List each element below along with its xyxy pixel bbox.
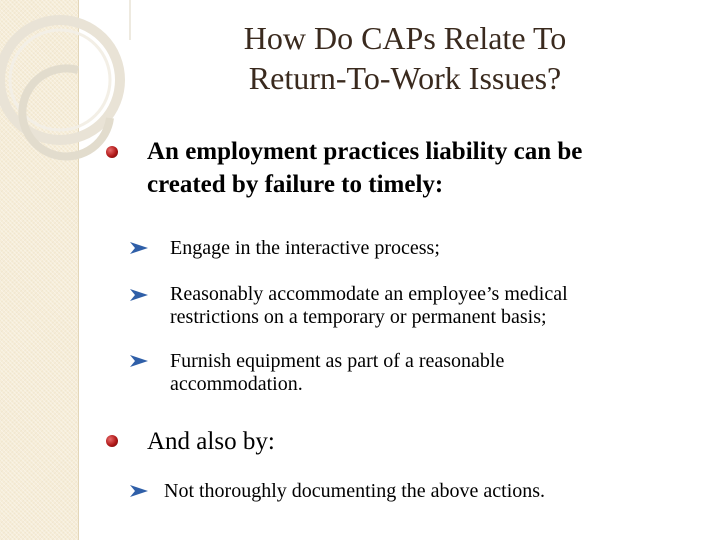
- arrow-bullet-icon: [130, 289, 148, 301]
- sub-item-1: [170, 237, 440, 260]
- bullet-text-2: [147, 425, 275, 458]
- sub-item-3-line-1: Furnish equipment as part of a reasonable: [170, 350, 505, 372]
- bullet-text-1-line-1: An employment practices liability can be: [147, 138, 583, 165]
- bullet-text-2-line-1: And also by:: [147, 428, 275, 455]
- bullet-text-1: [147, 135, 582, 201]
- sub-item-4: [164, 480, 545, 503]
- sub-item-3-line-2: accommodation.: [170, 373, 303, 395]
- arrow-bullet-icon: [130, 242, 148, 254]
- bullet-text-1-line-2: created by failure to timely:: [147, 171, 444, 198]
- slide-title-line-2: Return-To-Work Issues?: [248, 60, 562, 96]
- bullet-dot-icon: [106, 435, 118, 447]
- sub-item-2-line-1: Reasonably accommodate an employee’s medical: [170, 283, 568, 305]
- slide-title-line-1: How Do CAPs Relate To: [243, 20, 567, 56]
- sub-item-4-line-1: Not thoroughly documenting the above actions.: [164, 480, 546, 502]
- arrow-bullet-icon: [130, 355, 148, 367]
- sub-item-3: [170, 350, 504, 396]
- arrow-bullet-icon: [130, 485, 148, 497]
- sub-item-1-line-1: Engage in the interactive process;: [170, 237, 440, 259]
- sub-item-2: [170, 283, 568, 329]
- bullet-dot-icon: [106, 146, 118, 158]
- slide-title: [160, 18, 650, 98]
- sub-item-2-line-2: restrictions on a temporary or permanent basis;: [170, 306, 547, 328]
